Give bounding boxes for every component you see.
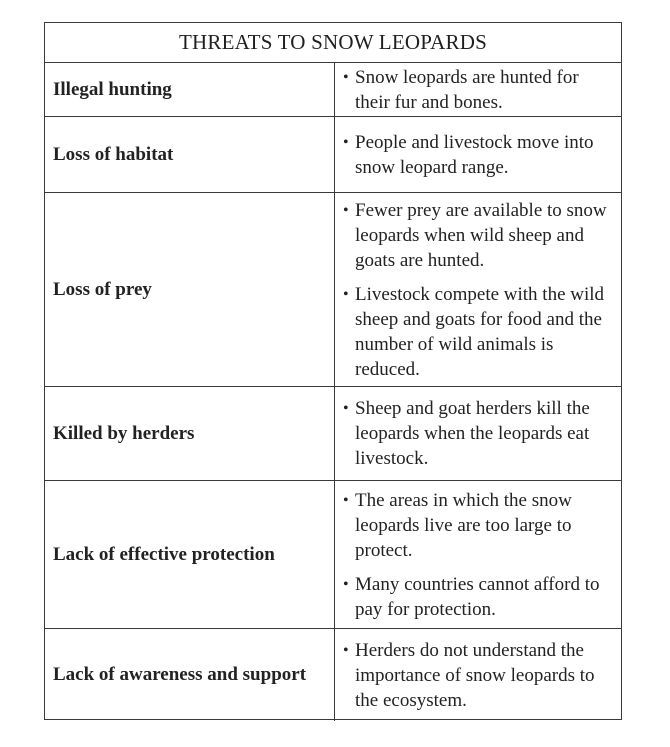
threats-table [44,22,622,720]
bullet-item [343,198,613,273]
threat-label: Loss of prey [45,193,335,387]
bullet-item [343,488,613,563]
threat-label: Illegal hunting [45,63,335,117]
bullet-text: Fewer prey are available to snow leopards when wild sheep and goats are hunted. [355,199,607,271]
bullet-text: Sheep and goat herders kill the leopards when the leopards eat livestock. [355,398,590,469]
bullet-text: Snow leopards are hunted for their fur and bones. [355,66,579,113]
threat-label: Loss of habitat [45,117,335,193]
threat-details [335,117,621,193]
table-title: THREATS TO SNOW LEOPARDS [45,23,621,63]
bullet-text: The areas in which the snow leopards live are too large to protect. [355,489,572,561]
threat-details [335,193,621,387]
bullet-icon: • [343,201,349,219]
bullet-item [343,282,613,382]
bullet-icon: • [343,68,349,86]
bullet-item [343,638,613,713]
bullet-icon: • [343,133,349,151]
bullet-text: Livestock compete with the wild sheep and goats for food and the number of wild animals is reduced. [355,283,605,380]
threat-details [335,63,621,117]
bullet-icon: • [343,575,349,593]
threat-details [335,481,621,629]
threat-details [335,387,621,481]
threat-details [335,629,621,721]
bullet-icon: • [343,641,349,659]
threat-label: Lack of awareness and support [45,629,335,721]
bullet-icon: • [343,285,349,303]
threat-label: Killed by herders [45,387,335,481]
bullet-icon: • [343,491,349,509]
threat-label: Lack of effective protection [45,481,335,629]
bullet-text: Herders do not understand the importance of snow leopards to the ecosystem. [355,639,595,711]
bullet-item [343,130,613,180]
bullet-item [343,65,613,115]
bullet-text: People and livestock move into snow leopard range. [355,131,594,178]
bullet-text: Many countries cannot afford to pay for protection. [355,573,600,620]
bullet-item [343,572,613,622]
bullet-item [343,396,613,471]
bullet-icon: • [343,400,349,417]
